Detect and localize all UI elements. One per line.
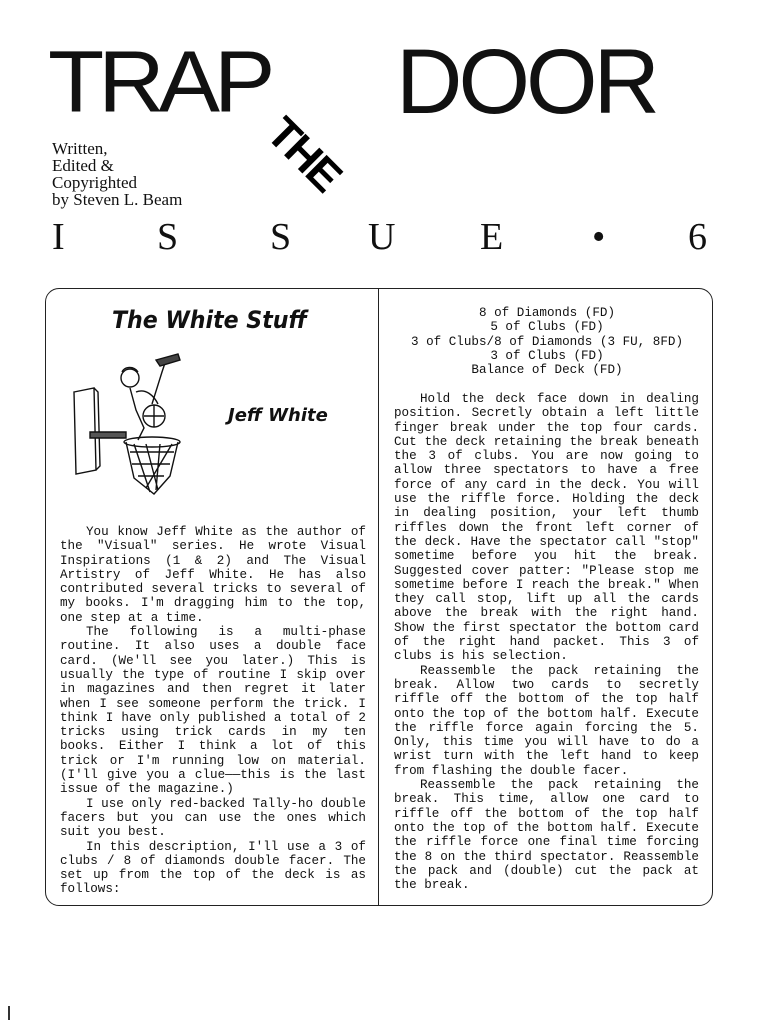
left-column: [60, 525, 366, 897]
setup-item: 8 of Diamonds (FD): [478, 306, 616, 320]
setup-item: 3 of Clubs (FD): [490, 348, 604, 363]
credit-line: by Steven L. Beam: [52, 190, 183, 209]
credit-line: Written,: [52, 139, 108, 158]
credit-line: Copyrighted: [52, 173, 137, 192]
masthead-trap: TRAP: [48, 33, 270, 131]
article-author: Jeff White: [228, 405, 328, 426]
issue-bullet: •: [592, 216, 606, 258]
paragraph: Hold the deck face down in dealing position. Secretly obtain a left little finger break under the top four cards. Cut the deck retaining the break beneath the 3 of clubs. You are now going to allow three spectators to have a free force of any card in the deck. You will use the riffle force. Holding the deck in dealing position, your left thumb riffles down the front left corner of the deck. Have the spectator call "stop" sometime before you hit the break. Suggested cover patter: "Please stop me sometime before I reach the break." When they call stop, lift up all the cards above the break with the right hand. Show the first spectator the bottom card of the right hand packet. This 3 of clubs is his selection.: [394, 392, 699, 664]
scan-edge-mark: [8, 1006, 10, 1020]
basketball-player-illustration: [70, 352, 186, 497]
issue-number: [52, 215, 717, 259]
setup-list: [392, 306, 702, 377]
setup-item: 5 of Clubs (FD): [490, 320, 604, 335]
setup-item: 3 of Clubs/8 of Diamonds (3 FU, 8FD): [410, 334, 684, 349]
masthead-door: DOOR: [396, 31, 656, 133]
issue-letter: 6: [688, 216, 707, 258]
credit-line: Edited &: [52, 156, 114, 175]
issue-letter: S: [157, 216, 179, 258]
article-title: The White Stuff: [112, 306, 307, 334]
column-divider: [378, 288, 379, 906]
right-column: [394, 392, 699, 892]
credit-block: [52, 140, 182, 208]
paragraph: Reassemble the pack retaining the break. This time, allow one card to riffle off the bottom of the top half onto the top of the bottom half. Execute the riffle force one final time forcing the 8 on the third spectator. Reassemble the pack and (double) cut the pack at the break.: [394, 778, 699, 893]
issue-letter: U: [368, 216, 396, 258]
paragraph: I use only red-backed Tally-ho double facers but you can use the ones which suit you best.: [60, 796, 366, 840]
masthead-the: THE: [257, 108, 350, 201]
setup-item: Balance of Deck (FD): [471, 363, 623, 378]
issue-letter: E: [480, 216, 504, 258]
paragraph: You know Jeff White as the author of the "Visual" series. He wrote Visual Inspirations (1 & 2) and The Visual Artistry of Jeff White. He has also contributed several tricks to several of my books. I'm dragging him to the top, one step at a time.: [60, 525, 366, 625]
issue-letter: S: [270, 216, 292, 258]
paragraph: In this description, I'll use a 3 of clubs / 8 of diamonds double facer. The set up from the top of the deck is as follows:: [60, 839, 366, 897]
paragraph: The following is a multi-phase routine. It also uses a double face card. (We'll see you later.) This is usually the type of routine I skip over in magazines and then regret it later when I see someone perform the trick. I think I have only published a total of 2 tricks using trick cards in my ten books. Either I think a lot of this trick or I'm running low on material. (I'll give you a clue——this is the last issue of the magazine.): [60, 625, 366, 797]
paragraph: Reassemble the pack retaining the break. Allow two cards to secretly riffle off the bottom of the top half onto the top of the bottom half. Execute the riffle force again forcing the 5. Only, this time you will have to do a wrist turn with the left hand to keep from flashing the double facer.: [394, 663, 699, 778]
issue-letter: I: [52, 216, 65, 258]
